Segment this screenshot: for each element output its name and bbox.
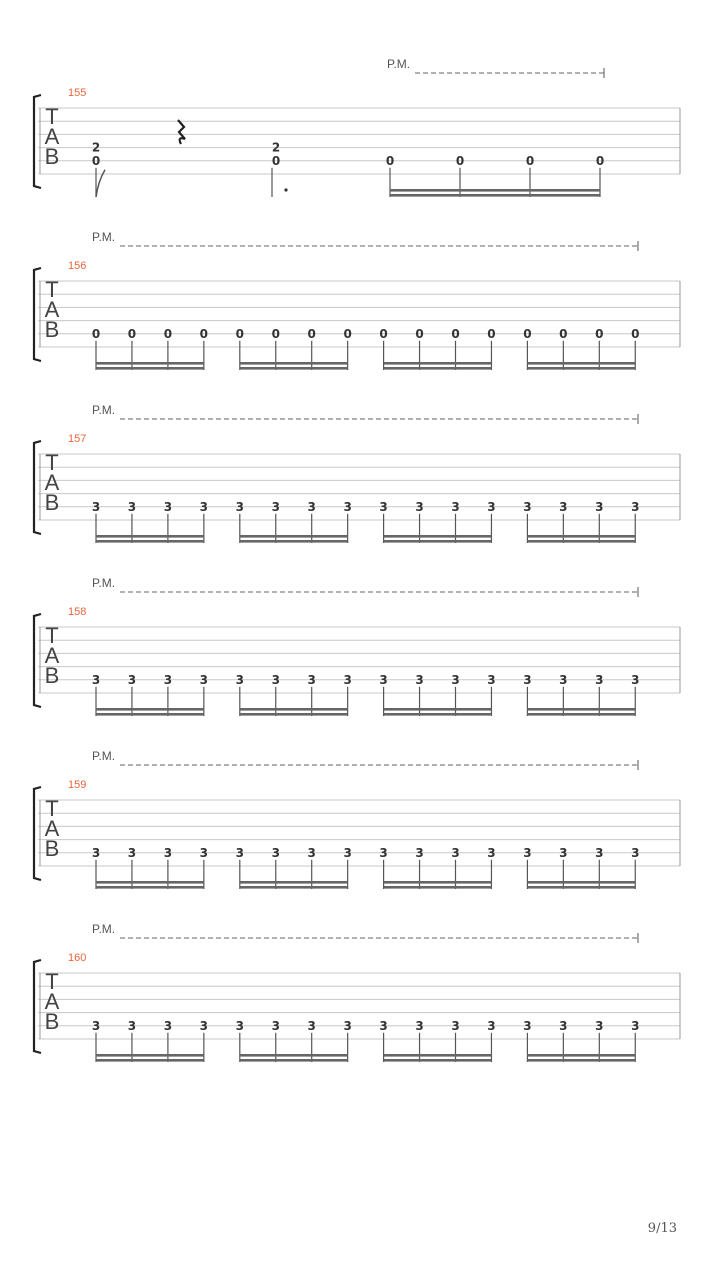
fret-number: 3	[595, 845, 604, 860]
fret-number: 3	[127, 845, 137, 860]
fret-number: 3	[91, 499, 101, 514]
fret-number: 3	[451, 672, 460, 687]
fret-number: 0	[595, 153, 605, 168]
measure-number: 160	[68, 952, 87, 964]
note-beam	[384, 708, 492, 711]
fret-number: 3	[343, 845, 352, 860]
note-beam	[96, 708, 204, 711]
fret-number: 0	[487, 326, 496, 341]
fret-number: 3	[235, 672, 244, 687]
fret-number: 3	[487, 845, 496, 860]
note-beam	[240, 713, 348, 716]
fret-number: 0	[379, 326, 388, 341]
note-beam	[527, 535, 635, 538]
fret-number: 3	[271, 672, 280, 687]
fret-number: 3	[127, 672, 137, 687]
fret-number: 3	[271, 845, 280, 860]
note-beam	[240, 535, 348, 538]
fret-number: 3	[523, 499, 532, 514]
tab-system-160	[34, 922, 680, 1062]
note-beam	[96, 886, 204, 889]
fret-number: 2	[91, 140, 101, 155]
fret-number: 3	[235, 845, 244, 860]
note-beam	[527, 367, 635, 370]
note-beam	[527, 1054, 635, 1057]
fret-number: 3	[487, 672, 496, 687]
fret-number: 0	[595, 326, 604, 341]
fret-number: 3	[307, 672, 316, 687]
fret-number: 3	[163, 1018, 173, 1033]
fret-number: 3	[487, 499, 496, 514]
fret-number: 3	[235, 1018, 244, 1033]
fret-number: 0	[559, 326, 568, 341]
tab-clef-letter: T	[45, 450, 59, 475]
fret-number: 3	[559, 672, 568, 687]
fret-number: 3	[595, 499, 604, 514]
fret-number: 3	[415, 1018, 424, 1033]
note-beam	[96, 362, 204, 365]
tab-system-158	[34, 576, 680, 716]
note-beam	[527, 362, 635, 365]
note-beam	[527, 1059, 635, 1062]
fret-number: 3	[379, 499, 388, 514]
note-beam	[240, 367, 348, 370]
note-beam	[96, 540, 204, 543]
tab-clef-letter: A	[44, 124, 60, 149]
note-beam	[384, 1054, 492, 1057]
note-beam	[240, 881, 348, 884]
tab-clef-letter: T	[45, 796, 59, 821]
note-beam	[240, 1054, 348, 1057]
tab-clef-letter: A	[44, 297, 60, 322]
note-beam	[527, 713, 635, 716]
duration-dot	[284, 188, 287, 191]
fret-number: 3	[451, 845, 460, 860]
fret-number: 3	[199, 672, 209, 687]
tab-clef-letter: B	[44, 1009, 60, 1034]
fret-number: 3	[523, 1018, 532, 1033]
note-beam	[384, 881, 492, 884]
fret-number: 3	[415, 499, 424, 514]
note-beam	[96, 713, 204, 716]
fret-number: 0	[91, 153, 101, 168]
fret-number: 3	[631, 845, 640, 860]
fret-number: 3	[307, 499, 316, 514]
fret-number: 3	[343, 499, 352, 514]
fret-number: 0	[385, 153, 395, 168]
fret-number: 0	[343, 326, 352, 341]
fret-number: 3	[559, 845, 568, 860]
fret-number: 3	[199, 845, 209, 860]
fret-number: 3	[379, 845, 388, 860]
note-beam	[384, 535, 492, 538]
fret-number: 3	[343, 1018, 352, 1033]
fret-number: 3	[451, 499, 460, 514]
tab-clef-letter: T	[45, 277, 59, 302]
tab-system-156	[34, 230, 680, 370]
fret-number: 3	[523, 845, 532, 860]
fret-number: 3	[415, 845, 424, 860]
note-beam	[384, 362, 492, 365]
note-beam	[390, 189, 600, 192]
note-beam	[527, 886, 635, 889]
fret-number: 3	[559, 499, 568, 514]
note-beam	[384, 886, 492, 889]
fret-number: 0	[271, 153, 281, 168]
tab-clef-letter: A	[44, 816, 60, 841]
fret-number: 3	[379, 1018, 388, 1033]
note-beam	[96, 881, 204, 884]
palm-mute-label: P.M.	[92, 230, 116, 244]
note-beam	[527, 540, 635, 543]
note-beam	[384, 367, 492, 370]
note-beam	[240, 708, 348, 711]
note-beam	[240, 362, 348, 365]
tab-system-159	[34, 749, 680, 889]
tab-clef-letter: A	[44, 989, 60, 1014]
fret-number: 0	[523, 326, 532, 341]
palm-mute-label: P.M.	[92, 749, 116, 763]
fret-number: 3	[91, 672, 101, 687]
fret-number: 3	[631, 499, 640, 514]
fret-number: 3	[523, 672, 532, 687]
tab-clef-letter: T	[45, 104, 59, 129]
palm-mute-label: P.M.	[387, 57, 411, 71]
fret-number: 3	[127, 499, 137, 514]
tab-clef-letter: A	[44, 643, 60, 668]
fret-number: 0	[631, 326, 640, 341]
fret-number: 0	[271, 326, 280, 341]
note-beam	[384, 540, 492, 543]
fret-number: 0	[415, 326, 424, 341]
note-beam	[390, 194, 600, 197]
fret-number: 3	[631, 672, 640, 687]
note-beam	[527, 708, 635, 711]
fret-number: 3	[415, 672, 424, 687]
fret-number: 3	[199, 1018, 209, 1033]
note-beam	[96, 367, 204, 370]
palm-mute-label: P.M.	[92, 403, 116, 417]
fret-number: 3	[343, 672, 352, 687]
fret-number: 3	[91, 845, 101, 860]
quarter-rest	[178, 120, 185, 144]
tab-clef-letter: T	[45, 969, 59, 994]
fret-number: 3	[199, 499, 209, 514]
tab-clef-letter: B	[44, 317, 60, 342]
tab-system-157	[34, 403, 680, 543]
tab-system-155	[34, 57, 680, 197]
fret-number: 3	[235, 499, 244, 514]
fret-number: 0	[235, 326, 244, 341]
fret-number: 3	[163, 672, 173, 687]
fret-number: 3	[595, 1018, 604, 1033]
tab-clef-letter: B	[44, 490, 60, 515]
fret-number: 0	[199, 326, 209, 341]
note-beam	[240, 1059, 348, 1062]
fret-number: 3	[163, 499, 173, 514]
measure-number: 158	[68, 606, 87, 618]
tab-clef-letter: A	[44, 470, 60, 495]
tab-clef-letter: B	[44, 144, 60, 169]
fret-number: 0	[451, 326, 460, 341]
fret-number: 0	[525, 153, 535, 168]
fret-number: 3	[631, 1018, 640, 1033]
note-beam	[96, 1054, 204, 1057]
fret-number: 0	[127, 326, 137, 341]
measure-number: 156	[68, 260, 87, 272]
fret-number: 3	[307, 1018, 316, 1033]
measure-number: 155	[68, 87, 87, 99]
fret-number: 0	[91, 326, 101, 341]
measure-number: 157	[68, 433, 87, 445]
fret-number: 2	[271, 140, 281, 155]
fret-number: 3	[271, 1018, 280, 1033]
note-beam	[96, 1059, 204, 1062]
fret-number: 0	[455, 153, 465, 168]
fret-number: 3	[451, 1018, 460, 1033]
tab-clef-letter: B	[44, 836, 60, 861]
fret-number: 3	[379, 672, 388, 687]
note-beam	[96, 535, 204, 538]
note-beam	[240, 886, 348, 889]
fret-number: 3	[487, 1018, 496, 1033]
page-number: 9/13	[647, 1221, 677, 1236]
fret-number: 0	[307, 326, 316, 341]
fret-number: 3	[91, 1018, 101, 1033]
palm-mute-label: P.M.	[92, 576, 116, 590]
fret-number: 3	[595, 672, 604, 687]
palm-mute-label: P.M.	[92, 922, 116, 936]
fret-number: 3	[163, 845, 173, 860]
tab-clef-letter: T	[45, 623, 59, 648]
note-beam	[240, 540, 348, 543]
measure-number: 159	[68, 779, 87, 791]
note-beam	[527, 881, 635, 884]
fret-number: 3	[127, 1018, 137, 1033]
fret-number: 3	[307, 845, 316, 860]
note-beam	[384, 713, 492, 716]
fret-number: 3	[271, 499, 280, 514]
fret-number: 3	[559, 1018, 568, 1033]
note-beam	[384, 1059, 492, 1062]
tab-clef-letter: B	[44, 663, 60, 688]
fret-number: 0	[163, 326, 173, 341]
